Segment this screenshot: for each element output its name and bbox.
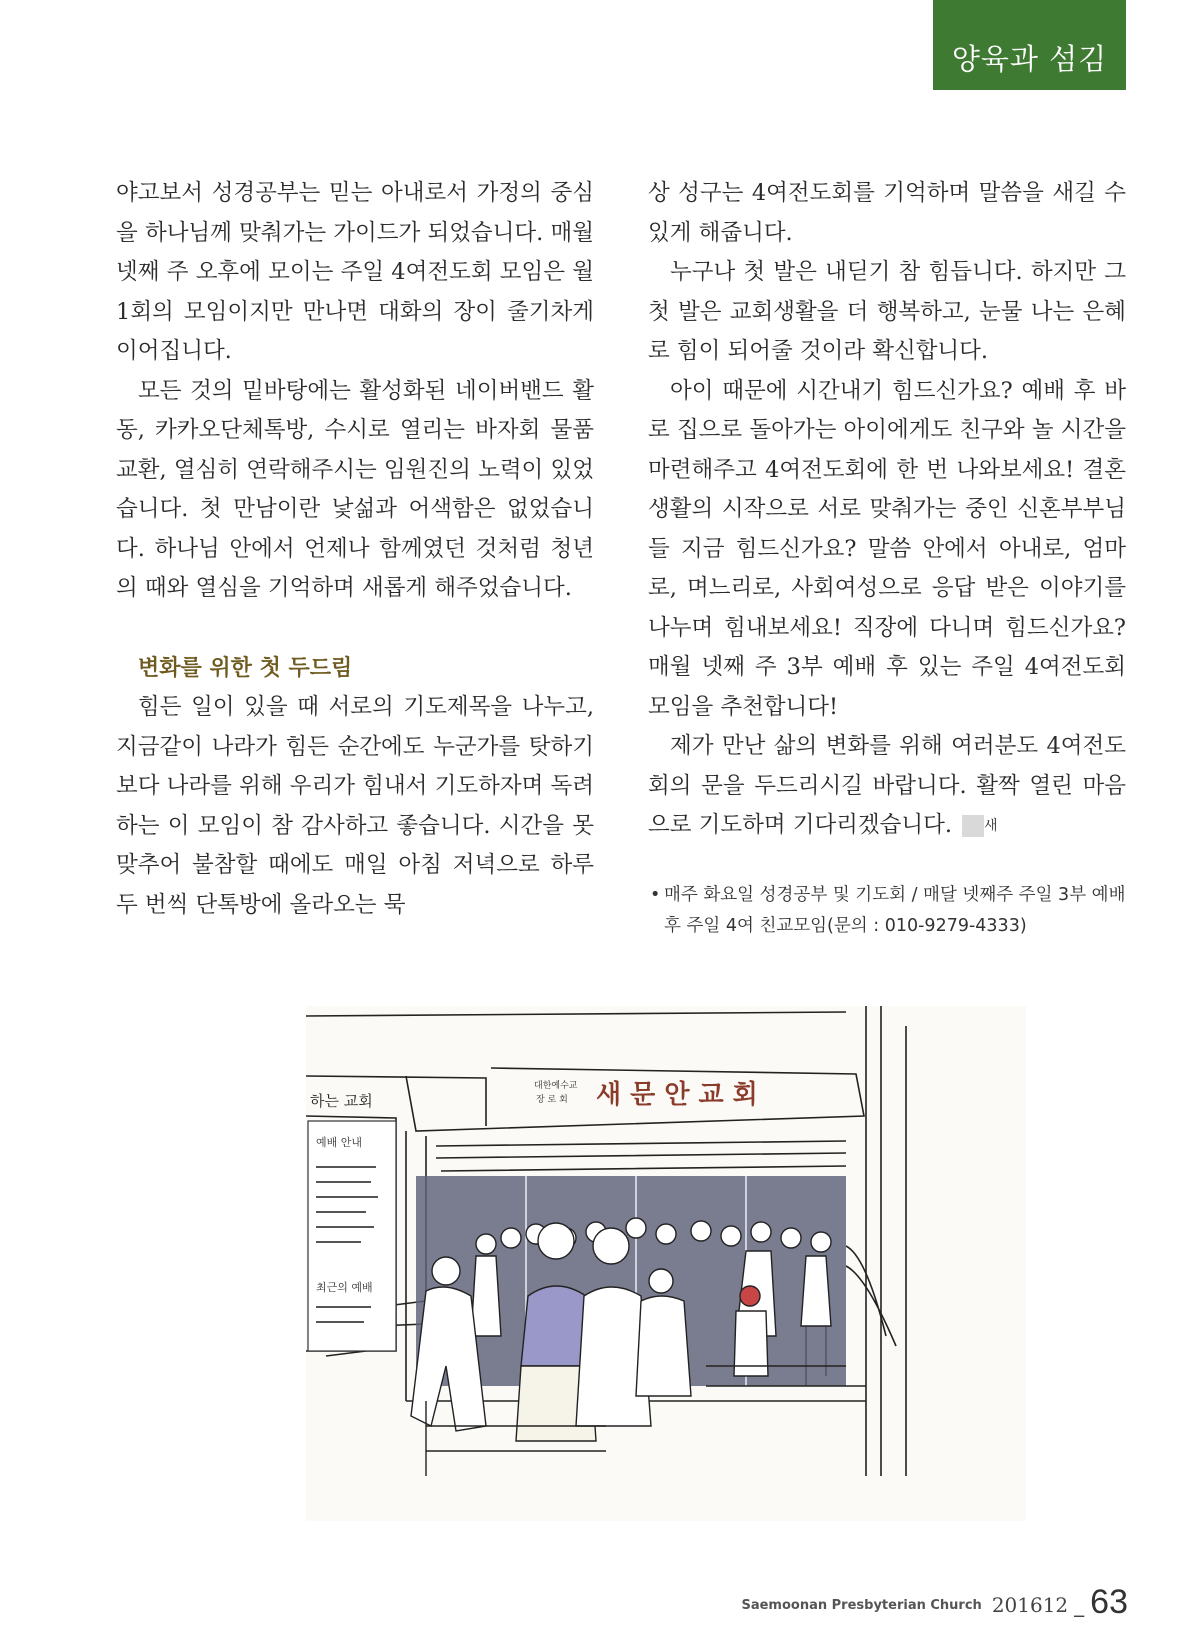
sign-small-top: 대한예수교 [534, 1081, 578, 1091]
board-subtitle: 최근의 예배 [316, 1281, 373, 1294]
left-column [116, 174, 594, 925]
paragraph [648, 727, 1126, 846]
section-tab [933, 0, 1126, 90]
sign-small-bottom: 장 로 회 [536, 1095, 568, 1105]
paragraph: 아이 때문에 시간내기 힘드신가요? 예배 후 바로 집으로 돌아가는 아이에게도 친구와 놀 시간을 마련해주고 4여전도회에 한 번 나와보세요! 결혼생활의 시작으로 서로 맞춰가는 중인 신혼부부님들 지금 힘드신가요? 말씀 안에서 아내로, 엄마로, 며느리로, 사회여성으로 응답 받은 이야기를 나누며 힘내보세요! 직장에 다니며 힘드신가요? 매월 넷째 주 3부 예배 후 있는 주일 4여전도회 모임을 추천합니다! [648, 377, 1126, 720]
page-footer [741, 1585, 1128, 1619]
paragraph: 상 성구는 4여전도회를 기억하며 말씀을 새길 수 있게 해줍니다. [648, 180, 1126, 246]
right-column [648, 174, 1126, 846]
page-number: 63 [1090, 1583, 1128, 1621]
issue-number: 201612 [991, 1593, 1069, 1617]
paragraph: 야고보서 성경공부는 믿는 아내로서 가정의 중심을 하나님께 맞춰가는 가이드가 되었습니다. 매월 넷째 주 오후에 모이는 주일 4여전도회 모임은 월 1회의 모임이지만 만나면 대화의 장이 줄기차게 이어집니다. [116, 180, 594, 364]
church-sign: 새 문 안 교 회 [596, 1080, 758, 1110]
subheading: 변화를 위한 첫 두드림 [138, 655, 353, 681]
footer-separator: _ [1074, 1593, 1085, 1617]
note-text: 매주 화요일 성경공부 및 기도회 / 매달 넷째주 주일 3부 예배 후 주일 4여 친교모임(문의 : 010-9279-4333) [664, 885, 1126, 936]
paragraph: 누구나 첫 발은 내딛기 참 힘듭니다. 하지만 그 첫 발은 교회생활을 더 행복하고, 눈물 나는 은혜로 힘이 되어줄 것이라 확신합니다. [648, 259, 1126, 364]
info-board [308, 1121, 396, 1351]
publication-name: Saemoonan Presbyterian Church [741, 1598, 982, 1613]
paragraph: 모든 것의 밑바탕에는 활성화된 네이버밴드 활동, 카카오단체톡방, 수시로 열리는 바자회 물품교환, 열심히 연락해주시는 임원진의 노력이 있었습니다. 첫 만남이란 낯섦과 어색함은 없었습니다. 하나님 안에서 언제나 함께였던 것처럼 청년의 때와 열심을 기억하며 새롭게 해주었습니다. [116, 377, 594, 601]
end-mark-icon: 새 [962, 815, 984, 837]
section-title: 양육과 섬김 [951, 42, 1108, 76]
church-entrance-illustration [306, 1006, 1026, 1521]
paragraph: 힘든 일이 있을 때 서로의 기도제목을 나누고, 지금같이 나라가 힘든 순간에도 누군가를 탓하기보다 나라를 위해 우리가 힘내서 기도하자며 독려하는 이 모임이 참 감사하고 좋습니다. 시간을 못 맞추어 불참할 때에도 매일 아침 저녁으로 하루 두 번씩 단톡방에 올라오는 묵 [116, 694, 594, 918]
info-note [650, 880, 1126, 942]
closing-text: 제가 만난 삶의 변화를 위해 여러분도 4여전도회의 문을 두드리시길 바랍니다. 활짝 열린 마음으로 기도하며 기다리겠습니다. [648, 733, 1126, 838]
bullet: • [650, 885, 661, 905]
board-title: 예배 안내 [316, 1136, 363, 1149]
side-sign: 하는 교회 [310, 1092, 373, 1110]
